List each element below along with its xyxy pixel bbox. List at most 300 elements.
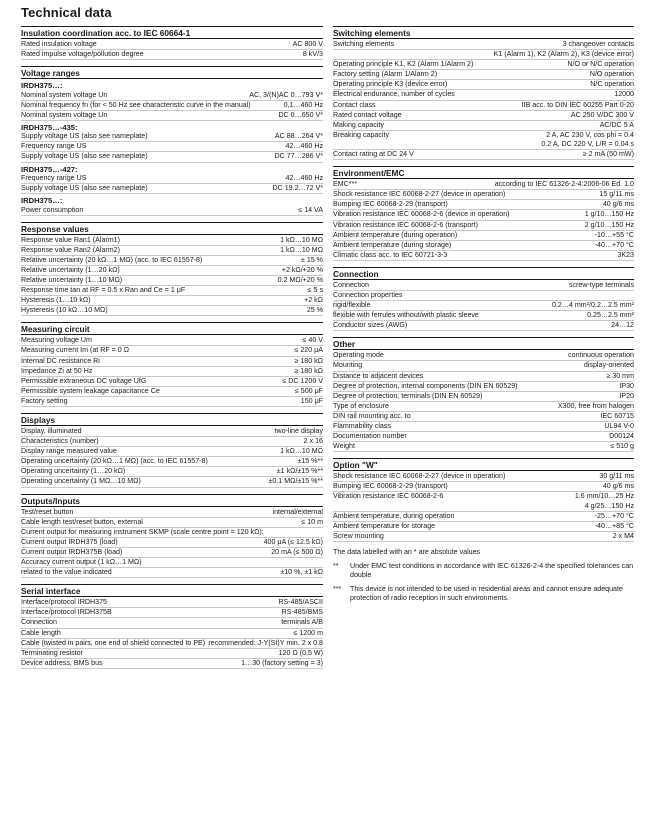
spec-value: AC 250 V/DC 300 V — [570, 110, 634, 119]
spec-value-group — [280, 447, 323, 456]
spec-label: Nominal frequency fn (for < 50 Hz see characteristic curve in the manual) — [21, 100, 251, 109]
spec-row — [333, 522, 634, 532]
section-voltage-ranges — [21, 66, 323, 215]
footnote-text: Under EMC test conditions in accordance with IEC 61326-2-4 the specified tolerances can double — [350, 561, 634, 580]
spec-value-group — [301, 256, 323, 265]
spec-value: 40 g/6 ms — [602, 482, 634, 491]
spec-value-group — [585, 221, 634, 230]
spec-value: ≤ 500 μF — [294, 386, 323, 395]
spec-label: Operating uncertainty (1 MΩ…10 MΩ) — [21, 477, 141, 486]
section-title: Voltage ranges — [21, 66, 323, 79]
spec-label: Response value Ran1 (Alarm1) — [21, 235, 120, 244]
spec-value-group — [277, 467, 323, 476]
spec-label: Characteristics (number) — [21, 437, 99, 446]
spec-value: -40…+70 °C — [594, 240, 634, 249]
spec-row — [333, 392, 634, 402]
spec-label: Making capacity — [333, 120, 384, 129]
spec-row — [21, 174, 323, 184]
spec-value-group — [273, 508, 323, 517]
section-title: Environment/EMC — [333, 166, 634, 179]
spec-label: Switching elements — [333, 40, 395, 48]
spec-value: ≤ 1200 m — [293, 628, 323, 637]
spec-value: ≤ 5 s — [307, 286, 323, 295]
spec-label: Flammability class — [333, 422, 391, 430]
spec-value-group — [600, 121, 634, 130]
spec-row — [333, 190, 634, 200]
spec-row — [333, 482, 634, 492]
spec-row — [333, 512, 634, 522]
spec-value-group — [295, 387, 323, 396]
section-other — [333, 337, 634, 452]
spec-label: Vibration resistance IEC 60068-2-6 (transport) — [333, 220, 478, 229]
spec-label: Frequency range US — [21, 173, 87, 182]
spec-row — [333, 532, 634, 542]
spec-row — [21, 558, 323, 568]
spec-value-group — [603, 482, 634, 491]
spec-value: IEC 60715 — [600, 411, 634, 420]
spec-value: N/O operation — [589, 70, 634, 79]
spec-value: ≤ DC 1200 V — [282, 376, 323, 385]
spec-label: Display, illuminated — [21, 427, 82, 435]
spec-row — [333, 60, 634, 70]
spec-value: 42…460 Hz — [285, 173, 323, 182]
spec-value-group — [595, 512, 634, 521]
spec-label: Type of enclosure — [333, 401, 389, 410]
spec-label: Cable (twisted in pairs, one end of shield connected to PE) — [21, 638, 206, 647]
spec-row — [21, 152, 323, 162]
spec-value: ≥ 2 mA (50 mW) — [582, 150, 634, 159]
spec-value: two-line display — [274, 427, 323, 435]
spec-value: ≤ 220 μA — [294, 346, 323, 355]
spec-row — [21, 649, 323, 659]
spec-value-group — [595, 231, 634, 240]
spec-row — [21, 477, 323, 487]
spec-row — [333, 40, 634, 50]
spec-label: Factory setting (Alarm 1/Alarm 2) — [333, 70, 438, 79]
spec-value-group — [297, 457, 323, 466]
spec-value: AC/DC 5 A — [599, 120, 634, 129]
spec-label: Current output IRDH375B (load) — [21, 547, 123, 556]
spec-row — [21, 467, 323, 477]
spec-label: Hysteresis (1…10 kΩ) — [21, 296, 91, 305]
spec-value: terminals A/B — [281, 618, 323, 627]
spec-value: 2 A, AC 230 V, cos phi = 0.4 — [546, 130, 634, 139]
spec-row — [333, 372, 634, 382]
spec-label: Connection — [21, 618, 57, 627]
spec-label: Vibration resistance IEC 60068-2-6 (device in operation) — [333, 210, 510, 219]
spec-value-group — [585, 210, 634, 219]
spec-value-group — [301, 397, 323, 406]
spec-value: 8 kV/3 — [302, 50, 323, 59]
spec-label: Contact rating at DC 24 V — [333, 150, 414, 159]
spec-value: 0.2…4 mm²/0.2…2.5 mm² — [552, 301, 634, 310]
spec-row — [21, 206, 323, 216]
spec-value: 120 Ω (0.5 W) — [278, 648, 323, 657]
spec-label: Rated contact voltage — [333, 110, 402, 119]
spec-row — [333, 351, 634, 361]
spec-label: Relative uncertainty (1…20 kΩ) — [21, 265, 120, 274]
spec-value: DC 19.2…72 V* — [272, 184, 323, 193]
spec-label: Climatic class acc. to IEC 60721-3-3 — [333, 250, 448, 259]
spec-value-group — [584, 361, 634, 370]
spec-row — [333, 150, 634, 160]
spec-value-group — [494, 50, 634, 59]
spec-value-second-line: 0.2 A, DC 220 V, L/R = 0.04 s — [541, 139, 634, 148]
spec-value: -40…+85 °C — [594, 521, 634, 530]
subheading: IRDH375…: — [21, 196, 63, 206]
spec-label: Documentation number — [333, 432, 407, 441]
spec-row — [333, 80, 634, 90]
spec-value-group — [590, 70, 634, 79]
spec-label: Nominal system voltage Un — [21, 110, 108, 119]
spec-row — [333, 210, 634, 220]
spec-value: 24…12 — [611, 321, 634, 330]
spec-row — [333, 432, 634, 442]
spec-value-group — [571, 111, 634, 120]
spec-value-group — [249, 91, 323, 100]
spec-value-group — [281, 618, 323, 627]
spec-value: 25 % — [306, 306, 323, 315]
spec-label: Weight — [333, 442, 355, 451]
spec-value: AC 800 V — [292, 40, 323, 48]
spec-value: -25…+70 °C — [594, 511, 634, 520]
spec-row — [333, 422, 634, 432]
spec-value-group — [286, 174, 323, 183]
section-title: Insulation coordination acc. to IEC 60664-1 — [21, 26, 323, 39]
spec-label: Supply voltage US (also see nameplate) — [21, 132, 148, 141]
spec-row — [21, 296, 323, 306]
spec-label: Supply voltage US (also see nameplate) — [21, 184, 148, 193]
spec-row — [21, 256, 323, 266]
spec-value-group — [278, 111, 323, 120]
spec-label: Connection — [333, 280, 369, 289]
spec-value: ≤ 40 V — [302, 336, 323, 345]
spec-value: according to IEC 61326-2-4:2006-06 Ed. 1.0 — [494, 180, 634, 189]
spec-value: IIB acc. to DIN IEC 60255 Part 0-20 — [521, 100, 634, 109]
spec-value: 2 x 16 — [303, 437, 323, 446]
spec-label: Ambient temperature for storage — [333, 521, 436, 530]
spec-value: -10…+55 °C — [594, 230, 634, 239]
spec-value-group — [275, 152, 324, 161]
spec-value-group — [294, 357, 323, 366]
spec-row — [21, 306, 323, 316]
spec-row — [21, 50, 323, 60]
spec-row — [21, 377, 323, 387]
spec-label: Ambient temperature, during operation — [333, 511, 455, 520]
section-title: Option "W" — [333, 458, 634, 471]
spec-value-group — [286, 142, 323, 151]
spec-row — [21, 538, 323, 548]
spec-value: 1.6 mm/10…25 Hz — [574, 492, 634, 501]
spec-value-group — [279, 649, 323, 658]
spec-row — [21, 40, 323, 50]
spec-value-group — [278, 598, 323, 607]
spec-value: ≤ 14 VA — [298, 205, 323, 214]
spec-value: ≥ 180 kΩ — [294, 356, 323, 365]
spec-row — [21, 367, 323, 377]
spec-row — [21, 528, 323, 538]
spec-label: Shock resistance IEC 60068-2-27 (device in operation) — [333, 190, 506, 199]
spec-value: recommended: J-Y(St)Y min. 2 x 0.8 — [208, 638, 323, 647]
spec-label: Response time tan at RF = 0.5 x Ran and Ce = 1 μF — [21, 286, 186, 295]
spec-value: N/C operation — [590, 80, 634, 89]
spec-value: IP30 — [619, 381, 634, 390]
spec-row — [333, 50, 634, 60]
spec-label: Measuring voltage Um — [21, 336, 92, 345]
spec-row — [333, 281, 634, 291]
spec-label: rigid/flexible — [333, 301, 371, 310]
spec-value: 12000 — [614, 90, 634, 99]
right-sections — [333, 26, 634, 542]
spec-value-group — [282, 266, 323, 275]
spec-value-group — [541, 131, 634, 149]
spec-value-group — [275, 132, 323, 141]
spec-row — [333, 251, 634, 261]
spec-value: +2 kΩ/+20 % — [281, 265, 323, 274]
spec-value: 1 g/10…150 Hz — [584, 210, 634, 219]
spec-row — [21, 142, 323, 152]
spec-value-group — [563, 40, 634, 49]
spec-value-group — [294, 367, 323, 376]
spec-label: Operating principle K3 (device error) — [333, 80, 448, 89]
spec-value: display-oriented — [583, 361, 634, 370]
section-serial-interface — [21, 584, 323, 669]
section-measuring-circuit — [21, 322, 323, 407]
spec-value-group — [269, 477, 324, 486]
spec-row — [21, 286, 323, 296]
spec-label: Distance to adjacent devices — [333, 371, 424, 380]
spec-label: Internal DC resistance Ri — [21, 356, 100, 365]
section-title: Serial interface — [21, 584, 323, 597]
spec-label: Accuracy current output (1 kΩ…1 MΩ) — [21, 558, 142, 567]
spec-row — [333, 442, 634, 452]
spec-value: D00124 — [609, 432, 634, 441]
spec-value: 400 μA (≤ 12.5 kΩ) — [263, 537, 323, 546]
spec-value: 1 kΩ…10 MΩ — [280, 245, 323, 254]
spec-label: Conductor sizes (AWG) — [333, 321, 408, 330]
absolute-values-note: The data labelled with an * are absolute values — [333, 547, 481, 556]
spec-value-group — [600, 412, 634, 421]
spec-value: 3 changeover contacts — [562, 40, 634, 48]
spec-value: screw-type terminals — [568, 280, 634, 289]
spec-value: 3K23 — [617, 250, 634, 259]
spec-row — [21, 598, 323, 608]
section-connection — [333, 267, 634, 331]
section-title: Outputs/Inputs — [21, 494, 323, 507]
spec-value-group — [599, 472, 634, 481]
section-option-w — [333, 458, 634, 542]
spec-row — [21, 111, 323, 121]
spec-label: Ambient temperature (during storage) — [333, 240, 452, 249]
spec-value-group — [495, 180, 634, 189]
spec-value: 0.2 MΩ/+20 % — [277, 275, 323, 284]
section-outputs-inputs — [21, 494, 323, 579]
spec-value-group — [304, 437, 323, 446]
spec-value-group — [587, 311, 634, 320]
spec-value-group — [567, 60, 634, 69]
spec-value-group — [522, 101, 634, 110]
spec-label: Frequency range US — [21, 142, 87, 151]
spec-label: Degree of protection, terminals (DIN EN 60529) — [333, 391, 483, 400]
spec-value-group — [610, 442, 634, 451]
footnote-triple-star — [333, 585, 634, 604]
spec-value: internal/external — [272, 507, 323, 516]
subheading: IRDH375…: — [21, 81, 63, 91]
spec-label: EMC*** — [333, 180, 358, 189]
spec-value-group — [241, 659, 323, 668]
spec-value-group — [558, 402, 634, 411]
spec-value: ≥ 180 kΩ — [294, 366, 323, 375]
spec-label: Shock resistance IEC 60068-2-27 (device in operation) — [333, 472, 506, 481]
spec-label: Current output IRDH375 (load) — [21, 537, 118, 546]
section-title: Response values — [21, 222, 323, 235]
spec-row — [21, 101, 323, 111]
spec-value-group — [280, 568, 323, 577]
spec-value-group — [583, 150, 634, 159]
footnote-double-star — [333, 562, 634, 581]
spec-row — [21, 387, 323, 397]
spec-row — [333, 90, 634, 100]
section-displays — [21, 413, 323, 488]
spec-value-group — [301, 518, 323, 527]
spec-label: Rated insulation voltage — [21, 40, 97, 48]
spec-row — [21, 184, 323, 194]
left-column — [21, 26, 323, 675]
spec-value: 20 mA (≤ 500 Ω) — [271, 547, 323, 556]
spec-row — [21, 629, 323, 639]
section-response-values — [21, 222, 323, 317]
spec-value: IP20 — [619, 391, 634, 400]
spec-row — [333, 382, 634, 392]
spec-value-group — [303, 336, 323, 345]
spec-label: Screw mounting — [333, 531, 384, 540]
spec-value-group — [293, 40, 323, 49]
footnote-text: This device is not intended to be used in residential areas and cannot ensure adequate protection of radio reception in such environments. — [350, 584, 623, 603]
spec-value-group — [282, 377, 323, 386]
spec-value-group — [619, 382, 634, 391]
spec-label: Permissible extraneous DC voltage UfG — [21, 376, 147, 385]
spec-label: Terminating resistor — [21, 648, 83, 657]
spec-label: Cable length test/reset button, external — [21, 517, 143, 526]
spec-row — [21, 447, 323, 457]
spec-row — [21, 132, 323, 142]
spec-value-group — [604, 422, 634, 431]
spec-value-group — [280, 236, 323, 245]
spec-value: 150 μF — [300, 396, 323, 405]
spec-label: Connection properties — [333, 290, 403, 299]
section-title: Measuring circuit — [21, 322, 323, 335]
spec-value-group — [590, 80, 634, 89]
spec-row — [21, 659, 323, 669]
spec-value-group — [595, 522, 634, 531]
spec-row — [333, 111, 634, 121]
spec-label: Relative uncertainty (1…10 MΩ) — [21, 275, 123, 284]
subheading: IRDH375…-427: — [21, 164, 78, 174]
spec-label: Bumping IEC 60068-2-29 (transport) — [333, 482, 448, 491]
spec-label: Factory setting — [21, 396, 68, 405]
spec-row — [333, 291, 634, 301]
spec-label: Mounting — [333, 361, 363, 370]
spec-value-group — [603, 200, 634, 209]
spec-label: Interface/protocol IRDH375B — [21, 608, 112, 617]
spec-value-group — [264, 538, 323, 547]
spec-row — [333, 361, 634, 371]
spec-row — [21, 397, 323, 407]
spec-row — [21, 618, 323, 628]
spec-row — [21, 266, 323, 276]
spec-value: AC 88…264 V* — [274, 132, 323, 141]
spec-value: RS-485/BMS — [281, 608, 323, 617]
section-title: Connection — [333, 267, 634, 280]
spec-row — [333, 70, 634, 80]
spec-label: Vibration resistance IEC 60068-2-6 — [333, 492, 444, 501]
spec-value-group — [599, 190, 634, 199]
spec-value-group — [273, 184, 323, 193]
spec-label: Display range measured value — [21, 447, 117, 456]
footnote-mark: ** — [333, 561, 339, 570]
spec-row — [333, 131, 634, 150]
spec-row — [21, 518, 323, 528]
right-column — [333, 26, 634, 604]
spec-row — [333, 101, 634, 111]
subheading: IRDH375…-435: — [21, 122, 78, 132]
spec-row — [333, 492, 634, 511]
spec-value-group — [552, 301, 634, 310]
spec-label: Electrical endurance, number of cycles — [333, 90, 455, 99]
spec-label: Nominal system voltage Un — [21, 90, 108, 99]
spec-row — [333, 472, 634, 482]
spec-row — [21, 608, 323, 618]
spec-value-group — [282, 608, 323, 617]
spec-label: Interface/protocol IRDH375 — [21, 598, 107, 607]
spec-label: Breaking capacity — [333, 130, 389, 139]
spec-value: UL94 V-0 — [604, 422, 634, 430]
spec-row — [21, 276, 323, 286]
spec-row — [21, 346, 323, 356]
spec-value-group — [575, 492, 634, 510]
spec-label: Hysteresis (10 kΩ…10 MΩ) — [21, 306, 108, 315]
spec-row — [333, 412, 634, 422]
spec-value: 1…30 (factory setting = 3) — [241, 658, 323, 667]
spec-row — [333, 321, 634, 331]
section-title: Displays — [21, 413, 323, 426]
spec-value: DC 77…286 V* — [274, 152, 323, 161]
spec-value-group — [568, 351, 634, 360]
spec-label: Supply voltage US (also see nameplate) — [21, 152, 148, 161]
spec-value-group — [617, 251, 634, 260]
spec-value-group — [609, 432, 634, 441]
spec-value-group — [619, 392, 634, 401]
spec-row — [21, 568, 323, 578]
spec-row — [333, 180, 634, 190]
spec-value-group — [606, 372, 634, 381]
spec-label: Permissible system leakage capacitance Ce — [21, 386, 160, 395]
spec-value: ≤ 10 m — [301, 517, 323, 526]
spec-value: continuous operation — [568, 351, 634, 360]
spec-label: Response value Ran2 (Alarm2) — [21, 245, 120, 254]
spec-value: 1 kΩ…10 MΩ — [280, 235, 323, 244]
spec-label: Measuring current Im (at RF = 0 Ω — [21, 346, 129, 355]
spec-row — [333, 121, 634, 131]
section-environment-emc — [333, 166, 634, 261]
spec-row — [333, 221, 634, 231]
spec-value: 2 g/10…150 Hz — [584, 220, 634, 229]
spec-label: Bumping IEC 60068-2-29 (transport) — [333, 200, 448, 209]
spec-value-group — [569, 281, 634, 290]
spec-value: DC 0…650 V* — [278, 110, 323, 119]
footnote-mark: *** — [333, 584, 342, 593]
spec-value: ±1 kΩ/±15 %** — [276, 467, 323, 476]
